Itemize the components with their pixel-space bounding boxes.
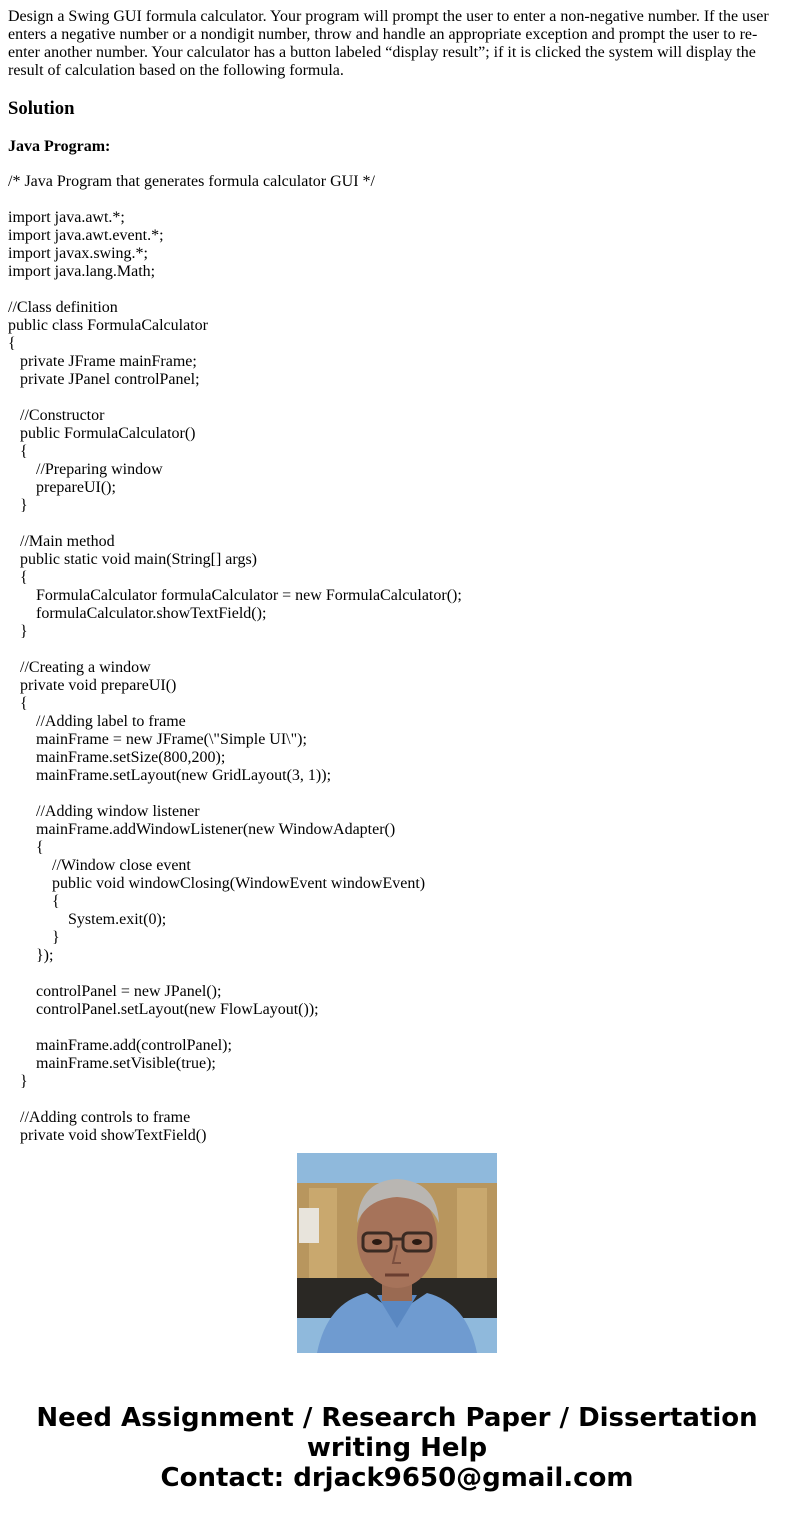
- code-line: [8, 281, 788, 299]
- code-line: public static void main(String[] args): [20, 551, 257, 568]
- code-line: //Class definition: [8, 299, 118, 316]
- code-line: mainFrame.setSize(800,200);: [36, 749, 226, 766]
- code-lines: [8, 173, 788, 1145]
- code-line: private JPanel controlPanel;: [20, 371, 200, 388]
- code-line: //Main method: [20, 533, 115, 550]
- code-line: {: [8, 335, 16, 352]
- code-line: FormulaCalculator formulaCalculator = new FormulaCalculator();: [36, 587, 462, 604]
- code-line: [8, 785, 788, 803]
- code-line: {: [20, 695, 28, 712]
- promo-line-1: Need Assignment / Research Paper / Dissertation: [36, 1403, 758, 1433]
- code-line: [8, 389, 788, 407]
- promo-contact-line: Contact: drjack9650@gmail.com: [160, 1463, 634, 1493]
- code-line: [8, 641, 788, 659]
- code-line: mainFrame = new JFrame(\"Simple UI\");: [36, 731, 307, 748]
- code-line: mainFrame.addWindowListener(new WindowAdapter(): [36, 821, 396, 838]
- code-line: [8, 1091, 788, 1109]
- code-line: System.exit(0);: [68, 911, 167, 928]
- promo-line-2: writing Help: [306, 1433, 488, 1463]
- code-line: public FormulaCalculator(): [20, 425, 196, 442]
- code-line: import java.awt.event.*;: [8, 227, 164, 244]
- code-line: import java.awt.*;: [8, 209, 125, 226]
- code-line: import java.lang.Math;: [8, 263, 156, 280]
- code-line: }: [20, 623, 28, 640]
- code-line: controlPanel = new JPanel();: [36, 983, 222, 1000]
- code-line: //Adding window listener: [36, 803, 200, 820]
- code-line: mainFrame.setVisible(true);: [36, 1055, 216, 1072]
- code-line: {: [20, 569, 28, 586]
- code-line: //Window close event: [52, 857, 191, 874]
- code-line: [8, 1019, 788, 1037]
- author-avatar: [297, 1153, 497, 1353]
- code-line: [8, 515, 788, 533]
- question-text: Design a Swing GUI formula calculator. Your program will prompt the user to enter a non-negative number. If the user enters a negative number or a nondigit number, throw and handle an appropriate exception and prompt the user to re-enter another number. Your calculator has a button labeled “display result”; if it is clicked the system will display the result of calculation based on the following formula.: [8, 8, 769, 79]
- solution-heading: Solution: [8, 98, 75, 119]
- code-line: //Adding label to frame: [36, 713, 186, 730]
- code-line: //Constructor: [20, 407, 105, 424]
- code-line: private void prepareUI(): [20, 677, 177, 694]
- code-line: //Creating a window: [20, 659, 151, 676]
- code-line: }: [52, 929, 60, 946]
- code-block: [8, 173, 788, 1144]
- code-line: public void windowClosing(WindowEvent windowEvent): [52, 875, 426, 892]
- code-line: private void showTextField(): [20, 1127, 207, 1144]
- code-line: [8, 965, 788, 983]
- code-line: mainFrame.setLayout(new GridLayout(3, 1));: [36, 767, 332, 784]
- code-line: formulaCalculator.showTextField();: [36, 605, 267, 622]
- code-line: public class FormulaCalculator: [8, 317, 208, 334]
- code-line: /* Java Program that generates formula calculator GUI */: [8, 173, 375, 190]
- code-line: {: [36, 839, 44, 856]
- code-line: }: [20, 1073, 28, 1090]
- code-line: prepareUI();: [36, 479, 116, 496]
- code-line: {: [20, 443, 28, 460]
- person-photo-icon: [297, 1153, 497, 1353]
- code-line: //Preparing window: [36, 461, 163, 478]
- promo-banner: [0, 1403, 794, 1493]
- code-line: [8, 191, 788, 209]
- code-line: //Adding controls to frame: [20, 1109, 191, 1126]
- code-line: controlPanel.setLayout(new FlowLayout());: [36, 1001, 319, 1018]
- code-line: });: [36, 947, 54, 964]
- code-line: import javax.swing.*;: [8, 245, 148, 262]
- code-line: }: [20, 497, 28, 514]
- java-program-heading: Java Program:: [8, 138, 111, 155]
- code-line: {: [52, 893, 60, 910]
- code-line: mainFrame.add(controlPanel);: [36, 1037, 232, 1054]
- code-line: private JFrame mainFrame;: [20, 353, 197, 370]
